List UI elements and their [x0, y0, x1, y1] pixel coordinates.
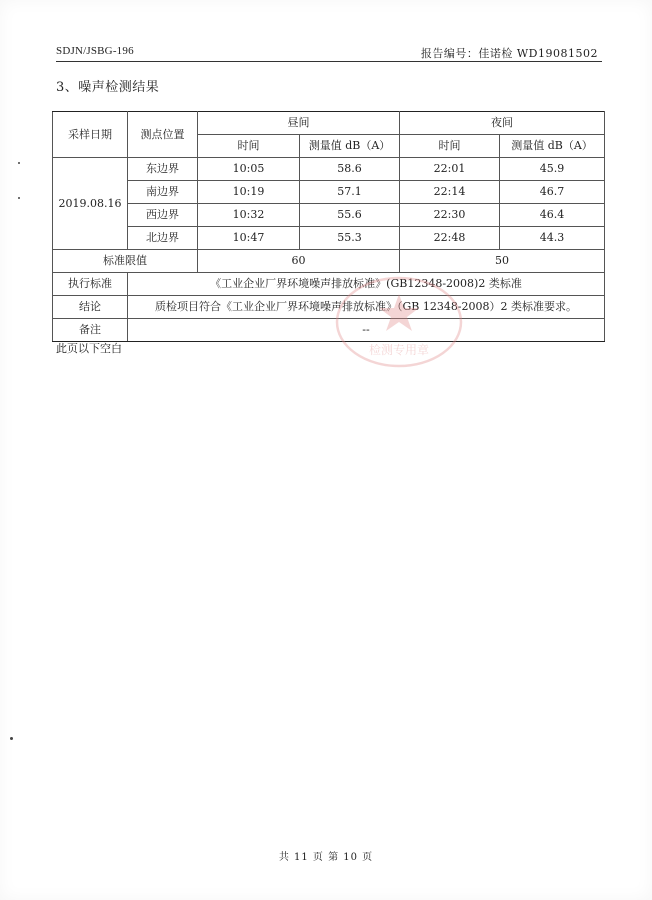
header-location: 测点位置 [128, 112, 198, 158]
limit-label: 标准限值 [53, 250, 198, 273]
table-row [53, 181, 605, 204]
standard-row [53, 273, 605, 296]
page-footer: 共 11 页 第 10 页 [278, 852, 374, 863]
limit-night-value: 50 [400, 250, 605, 273]
table-row [53, 227, 605, 250]
night-time-cell: 22:48 [400, 227, 500, 250]
night-time-cell: 22:14 [400, 181, 500, 204]
day-time-cell: 10:32 [198, 204, 300, 227]
scan-speck [18, 197, 20, 199]
remark-row [53, 319, 605, 342]
day-value-cell: 57.1 [300, 181, 400, 204]
day-time-cell: 10:47 [198, 227, 300, 250]
header-night-value: 测量值 dB（A） [500, 135, 605, 158]
header-day: 昼间 [198, 112, 400, 135]
header-day-time: 时间 [198, 135, 300, 158]
day-time-cell: 10:05 [198, 158, 300, 181]
night-value-cell: 46.4 [500, 204, 605, 227]
table-row [53, 204, 605, 227]
location-cell: 西边界 [128, 204, 198, 227]
document-id: SDJN/JSBG-196 [56, 45, 134, 57]
night-value-cell: 44.3 [500, 227, 605, 250]
header-sample-date: 采样日期 [53, 112, 128, 158]
conclusion-row [53, 296, 605, 319]
limit-day-value: 60 [198, 250, 400, 273]
location-cell: 南边界 [128, 181, 198, 204]
day-value-cell: 58.6 [300, 158, 400, 181]
table-header-row [53, 112, 605, 135]
location-cell: 东边界 [128, 158, 198, 181]
header-night-time: 时间 [400, 135, 500, 158]
day-time-cell: 10:19 [198, 181, 300, 204]
report-number: 报告编号：佳诺检 WD19081502 [420, 47, 598, 60]
seal-text: 检测专用章 [368, 343, 430, 357]
location-cell: 北边界 [128, 227, 198, 250]
header-day-value: 测量值 dB（A） [300, 135, 400, 158]
standard-text: 《工业企业厂界环境噪声排放标准》(GB12348-2008)2 类标准 [128, 273, 605, 296]
remark-text: -- [128, 319, 605, 342]
standard-label: 执行标准 [53, 273, 128, 296]
page-header [56, 45, 602, 62]
conclusion-text: 质检项目符合《工业企业厂界环境噪声排放标准》（GB 12348-2008）2 类标准要求。 [128, 296, 605, 319]
day-value-cell: 55.3 [300, 227, 400, 250]
section-title: 3、噪声检测结果 [56, 80, 160, 95]
scan-speck [18, 162, 20, 164]
limit-row [53, 250, 605, 273]
header-night: 夜间 [400, 112, 605, 135]
scan-speck [10, 737, 13, 740]
night-value-cell: 46.7 [500, 181, 605, 204]
day-value-cell: 55.6 [300, 204, 400, 227]
sample-date-cell: 2019.08.16 [53, 158, 128, 250]
remark-label: 备注 [53, 319, 128, 342]
blank-below-note: 此页以下空白 [56, 342, 122, 355]
night-value-cell: 45.9 [500, 158, 605, 181]
noise-results-table [52, 111, 605, 342]
night-time-cell: 22:30 [400, 204, 500, 227]
night-time-cell: 22:01 [400, 158, 500, 181]
conclusion-label: 结论 [53, 296, 128, 319]
table-row [53, 158, 605, 181]
